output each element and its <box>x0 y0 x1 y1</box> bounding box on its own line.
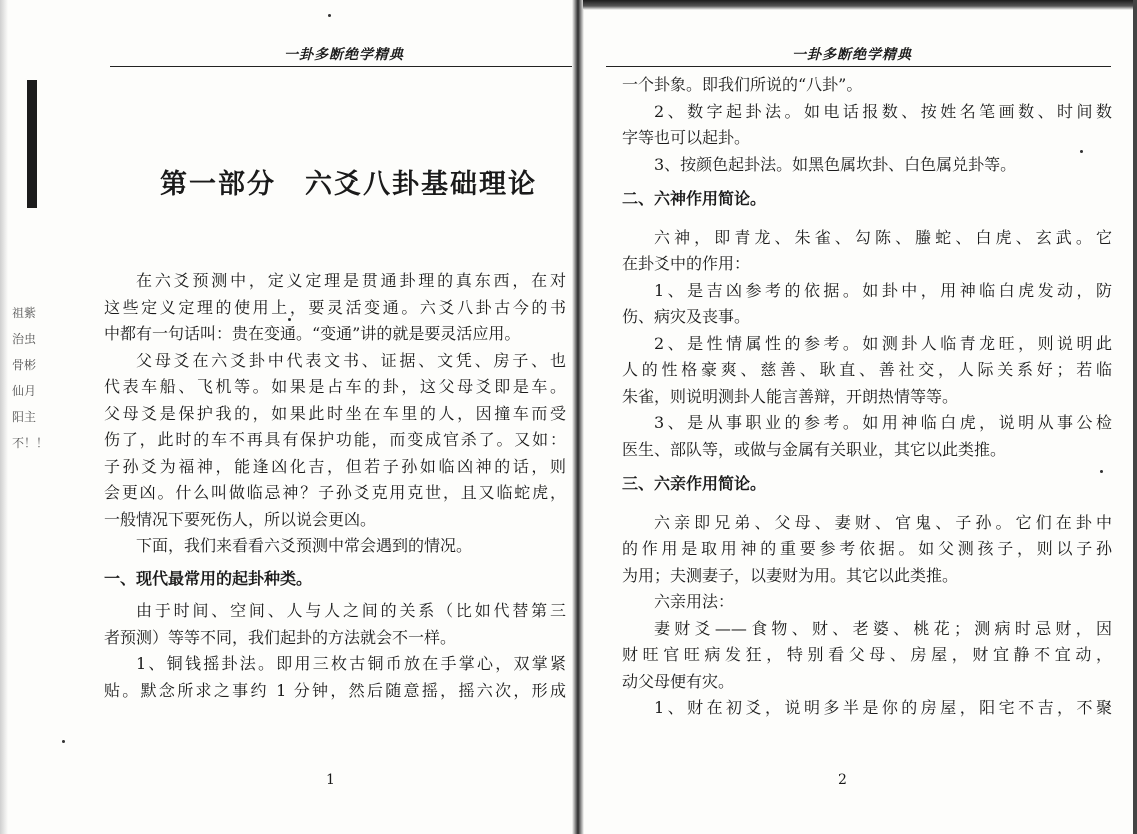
text-line: 在卦爻中的作用： <box>622 254 751 273</box>
right-page <box>584 0 1137 834</box>
text-line: 1、铜钱摇卦法。即用三枚古铜币放在手掌心，双掌紧 <box>136 654 566 673</box>
text-line: 朱雀，则说明测卦人能言善辩，开朗热情等等。 <box>622 386 959 406</box>
page-number: 1 <box>326 772 335 788</box>
text-line: 下面，我们来看看六爻预测中常会遇到的情况。 <box>136 536 473 555</box>
text-line: 会更凶。什么叫做临忌神？子孙爻克用克世，且又临蛇虎， <box>104 483 566 502</box>
text-line: 父母爻是保护我的，如果此时坐在车里的人，因撞车而受 <box>104 403 566 423</box>
text-line: 医生、部队等，或做与金属有关职业，其它以此类推。 <box>622 439 1007 459</box>
text-line: 3、按颜色起卦法。如黑色属坎卦、白色属兑卦等。 <box>654 154 1017 174</box>
margin-bleed-text: 祖紫治虫 骨彬仙月阳主不！！ <box>12 306 49 450</box>
text-line: 妻财爻——食物、财、老婆、桃花；测病时忌财，因 <box>654 618 1112 638</box>
chapter-title: 第一部分 六爻八卦基础理论 <box>160 169 537 200</box>
section-heading: 二、六神作用简论。 <box>622 189 767 208</box>
text-line: 父母爻在六爻卦中代表文书、证据、文凭、房子、也 <box>136 350 566 370</box>
text-line: 由于时间、空间、人与人之间的关系（比如代替第三 <box>136 601 566 620</box>
text-line: 代表车船、飞机等。如果是占车的卦，这父母爻即是车。 <box>104 377 566 396</box>
running-header: 一卦多断绝学精典 <box>792 47 912 63</box>
text-line: 贴。默念所求之事约 1 分钟，然后随意摇，摇六次，形成 <box>104 680 566 700</box>
text-line: 2、是性情属性的参考。如测卦人临青龙旺，则说明此 <box>654 333 1112 353</box>
right-page-body <box>622 72 1112 722</box>
text-line: 伤、病灾及丧事。 <box>622 307 751 326</box>
text-line: 六亲即兄弟、父母、妻财、官鬼、子孙。它们在卦中 <box>654 512 1112 532</box>
text-line: 字等也可以起卦。 <box>622 128 751 147</box>
text-line: 子孙爻为福神，能逢凶化吉，但若子孙如临凶神的话，则 <box>104 456 566 476</box>
book-gutter <box>572 0 584 834</box>
text-line: 人的性格豪爽、慈善、耿直、善社交，人际关系好；若临 <box>622 360 1112 379</box>
text-line: 财旺官旺病发狂，特别看父母、房屋，财宜静不宜动， <box>622 645 1112 664</box>
text-line: 3、是从事职业的参考。如用神临白虎，说明从事公检 <box>654 413 1112 432</box>
text-line: 中都有一句话叫：贵在变通。“变通”讲的就是要灵活应用。 <box>104 324 521 343</box>
text-line: 一般情况下要死伤人，所以说会更凶。 <box>104 509 377 529</box>
text-line: 六神，即青龙、朱雀、勾陈、螣蛇、白虎、玄武。它 <box>654 227 1112 247</box>
text-line: 为用；夫测妻子，以妻财为用。其它以此类推。 <box>622 565 959 585</box>
text-line: 1、是吉凶参考的依据。如卦中，用神临白虎发动，防 <box>654 280 1112 300</box>
left-page-body <box>104 268 566 704</box>
header-rule <box>606 66 1111 67</box>
text-line: 一个卦象。即我们所说的“八卦”。 <box>622 75 863 94</box>
text-line: 这些定义定理的使用上，要灵活变通。六爻八卦古今的书 <box>104 297 566 317</box>
section-heading: 三、六亲作用简论。 <box>622 474 767 493</box>
page-number: 2 <box>838 772 847 788</box>
text-line: 2、数字起卦法。如电话报数、按姓名笔画数、时间数 <box>654 101 1112 121</box>
text-line: 伤了，此时的车不再具有保护功能，而变成官杀了。又如： <box>104 430 566 449</box>
text-line: 者预测）等等不同，我们起卦的方法就会不一样。 <box>104 627 457 647</box>
section-heading: 一、现代最常用的起卦种类。 <box>104 568 313 588</box>
header-rule <box>110 66 572 67</box>
text-line: 六亲用法： <box>654 592 735 611</box>
text-line: 1、财在初爻，说明多半是你的房屋，阳宅不吉，不聚 <box>654 698 1112 717</box>
text-line: 在六爻预测中，定义定理是贯通卦理的真东西，在对 <box>136 271 566 290</box>
text-line: 动父母便有灾。 <box>622 671 735 691</box>
text-line: 的作用是取用神的重要参考依据。如父测孩子，则以子孙 <box>622 539 1112 558</box>
running-header: 一卦多断绝学精典 <box>284 47 404 63</box>
